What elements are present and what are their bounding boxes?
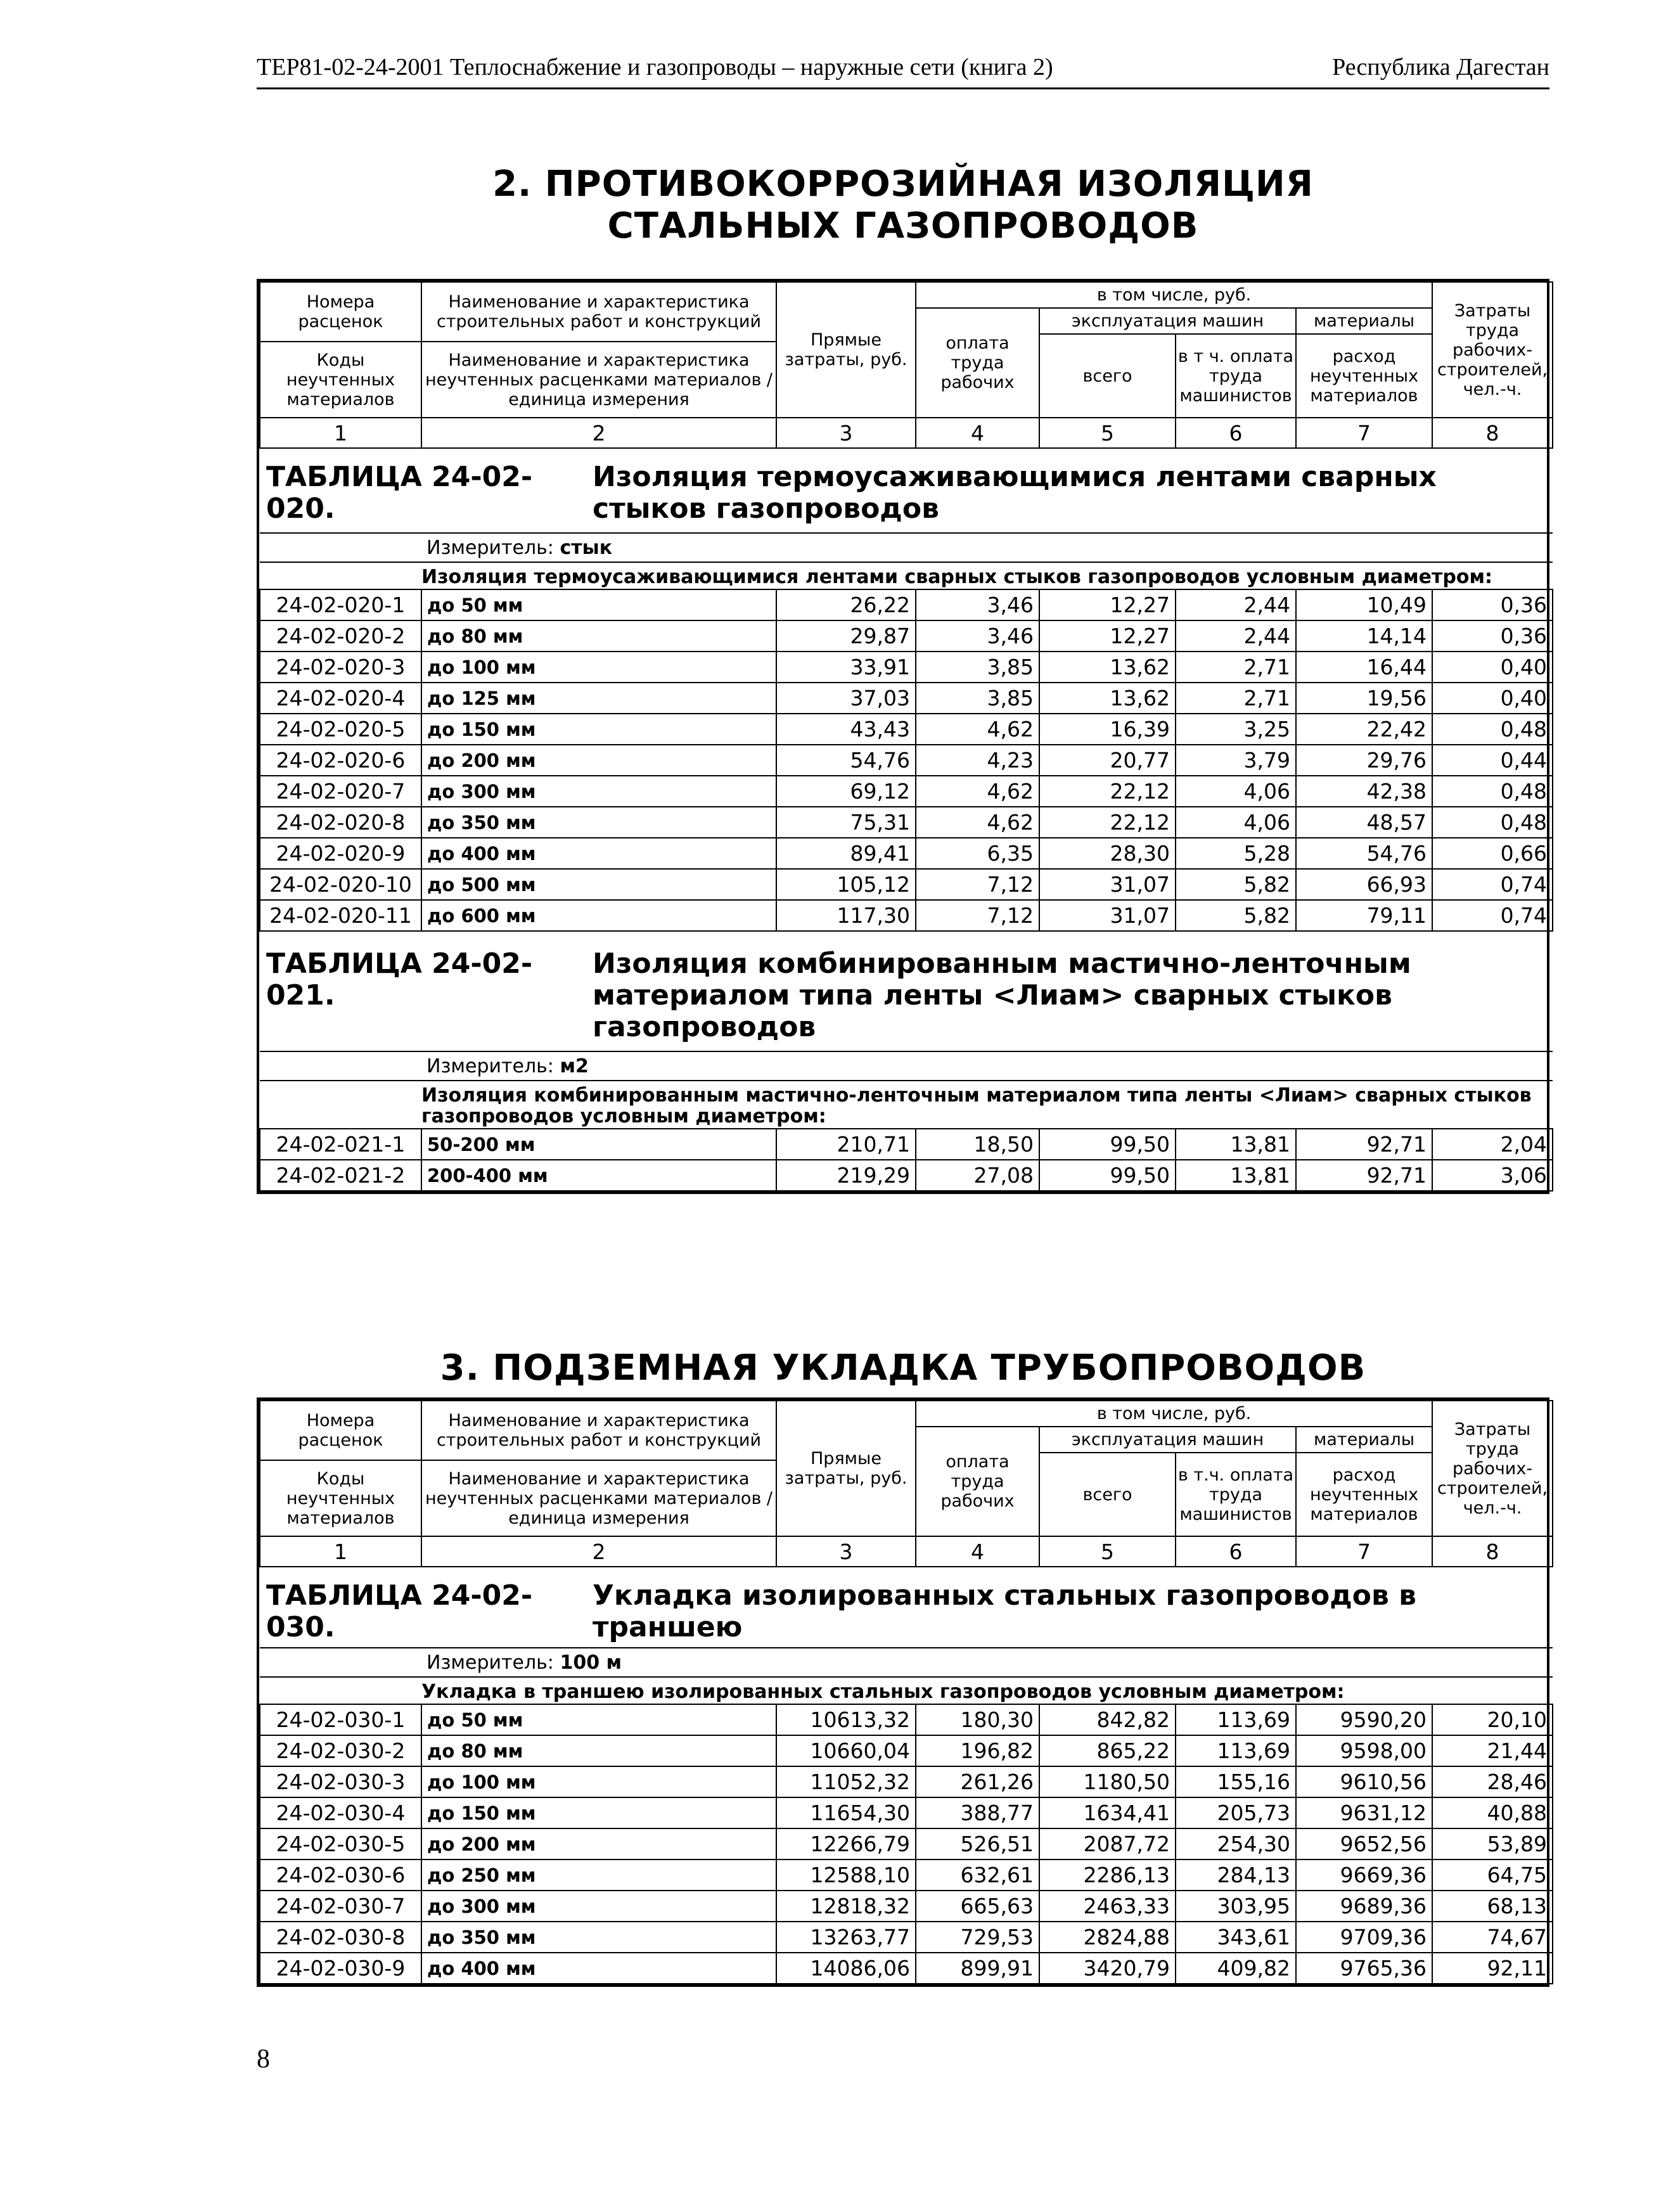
table-row (260, 838, 1553, 869)
machinists-pay: 13,81 (1176, 1129, 1296, 1160)
page-number: 8 (257, 2045, 270, 2074)
rate-code: 24-02-020-1 (260, 589, 421, 620)
machinists-pay: 254,30 (1176, 1828, 1296, 1859)
table-021-measure (260, 1051, 1553, 1081)
labor-pay: 27,08 (916, 1160, 1039, 1191)
work-description: до 50 мм (421, 1704, 776, 1735)
machines-total: 16,39 (1039, 714, 1176, 745)
direct-cost: 12818,32 (776, 1891, 916, 1922)
labor-hours: 92,11 (1432, 1953, 1553, 1984)
machines-total: 2824,88 (1039, 1922, 1176, 1953)
table-section2 (257, 279, 1549, 1194)
direct-cost: 13263,77 (776, 1922, 916, 1953)
head-c6: в т.ч. оплата труда машинистов (1176, 1453, 1296, 1536)
head-incl: в том числе, руб. (916, 1401, 1432, 1427)
direct-cost: 210,71 (776, 1129, 916, 1160)
labor-hours: 21,44 (1432, 1735, 1553, 1766)
rate-code: 24-02-020-8 (260, 807, 421, 838)
materials-cost: 22,42 (1296, 714, 1432, 745)
colnum: 4 (916, 418, 1039, 448)
table-row (260, 683, 1553, 714)
table-030-code: ТАБЛИЦА 24-02-030. (266, 1579, 533, 1643)
section2-title-line1: 2. ПРОТИВОКОРРОЗИЙНАЯ ИЗОЛЯЦИЯ (492, 164, 1314, 205)
materials-cost: 9652,56 (1296, 1828, 1432, 1859)
machinists-pay: 2,44 (1176, 589, 1296, 620)
table-row (260, 776, 1553, 807)
running-header (257, 49, 1549, 89)
work-description: до 150 мм (421, 714, 776, 745)
direct-cost: 33,91 (776, 652, 916, 683)
work-description: до 150 мм (421, 1797, 776, 1828)
head-incl: в том числе, руб. (916, 282, 1432, 308)
labor-hours: 3,06 (1432, 1160, 1553, 1191)
materials-cost: 48,57 (1296, 807, 1432, 838)
direct-cost: 75,31 (776, 807, 916, 838)
rate-code: 24-02-030-9 (260, 1953, 421, 1984)
materials-cost: 14,14 (1296, 620, 1432, 652)
labor-hours: 28,46 (1432, 1766, 1553, 1797)
machinists-pay: 409,82 (1176, 1953, 1296, 1984)
materials-cost: 9590,20 (1296, 1704, 1432, 1735)
machinists-pay: 3,25 (1176, 714, 1296, 745)
table-row (260, 745, 1553, 776)
machinists-pay: 4,06 (1176, 776, 1296, 807)
table-021-code: ТАБЛИЦА 24-02-021. (266, 947, 533, 1012)
colnum: 8 (1432, 1536, 1553, 1567)
table-row (260, 1766, 1553, 1797)
table-030-title (260, 1567, 1553, 1648)
machinists-pay: 113,69 (1176, 1735, 1296, 1766)
labor-pay: 18,50 (916, 1129, 1039, 1160)
head-c3: Прямые затраты, руб. (776, 1401, 916, 1536)
rate-code: 24-02-020-10 (260, 869, 421, 900)
labor-pay: 632,61 (916, 1859, 1039, 1891)
rate-code: 24-02-030-6 (260, 1859, 421, 1891)
labor-hours: 0,48 (1432, 714, 1553, 745)
labor-hours: 0,66 (1432, 838, 1553, 869)
labor-pay: 4,62 (916, 714, 1039, 745)
colnum: 1 (260, 1536, 421, 1567)
labor-pay: 4,23 (916, 745, 1039, 776)
rate-code: 24-02-030-5 (260, 1828, 421, 1859)
machines-total: 12,27 (1039, 589, 1176, 620)
head-c5: всего (1039, 334, 1176, 418)
table-030-measure (260, 1648, 1553, 1677)
labor-hours: 0,40 (1432, 652, 1553, 683)
section2-title (257, 164, 1549, 247)
head-mach: эксплуатация машин (1039, 308, 1296, 334)
rate-code: 24-02-030-3 (260, 1766, 421, 1797)
head-c1b: Коды неучтенных материалов (260, 1460, 421, 1536)
rate-code: 24-02-030-8 (260, 1922, 421, 1953)
materials-cost: 19,56 (1296, 683, 1432, 714)
machines-total: 865,22 (1039, 1735, 1176, 1766)
rate-code: 24-02-020-3 (260, 652, 421, 683)
head-c4: оплата труда рабочих (916, 1427, 1039, 1536)
machines-total: 3420,79 (1039, 1953, 1176, 1984)
rate-code: 24-02-020-2 (260, 620, 421, 652)
table-row (260, 1160, 1553, 1191)
colnum: 3 (776, 418, 916, 448)
materials-cost: 66,93 (1296, 869, 1432, 900)
table-030-name: Укладка изолированных стальных газопроводов в траншею (593, 1579, 1416, 1643)
table-section3 (257, 1397, 1549, 1987)
work-description: до 200 мм (421, 745, 776, 776)
labor-hours: 40,88 (1432, 1797, 1553, 1828)
table-021-group: Изоляция комбинированным мастично-ленточным материалом типа ленты <Лиам> сварных стыков газопроводов условным диаметром: (260, 1081, 1553, 1129)
machines-total: 31,07 (1039, 869, 1176, 900)
labor-hours: 0,36 (1432, 589, 1553, 620)
head-c8: Затраты труда рабочих-строителей, чел.-ч. (1432, 282, 1553, 418)
head-mach: эксплуатация машин (1039, 1427, 1296, 1453)
section2-title-line2: СТАЛЬНЫХ ГАЗОПРОВОДОВ (607, 205, 1199, 247)
labor-hours: 0,74 (1432, 869, 1553, 900)
materials-cost: 16,44 (1296, 652, 1432, 683)
labor-hours: 64,75 (1432, 1859, 1553, 1891)
materials-cost: 9631,12 (1296, 1797, 1432, 1828)
work-description: до 80 мм (421, 1735, 776, 1766)
direct-cost: 37,03 (776, 683, 916, 714)
materials-cost: 9689,36 (1296, 1891, 1432, 1922)
direct-cost: 12266,79 (776, 1828, 916, 1859)
labor-hours: 74,67 (1432, 1922, 1553, 1953)
labor-pay: 261,26 (916, 1766, 1039, 1797)
colnum: 2 (421, 418, 776, 448)
head-c1a: Номера расценок (260, 282, 421, 342)
work-description: до 100 мм (421, 652, 776, 683)
table-row (260, 1953, 1553, 1984)
machinists-pay: 3,79 (1176, 745, 1296, 776)
materials-cost: 79,11 (1296, 900, 1432, 931)
labor-pay: 3,46 (916, 620, 1039, 652)
work-description: до 300 мм (421, 776, 776, 807)
direct-cost: 11052,32 (776, 1766, 916, 1797)
work-description: до 500 мм (421, 869, 776, 900)
machines-total: 1634,41 (1039, 1797, 1176, 1828)
work-description: 200-400 мм (421, 1160, 776, 1191)
table-020-name: Изоляция термоусаживающимися лентами сварных стыков газопроводов (593, 461, 1437, 525)
labor-pay: 7,12 (916, 869, 1039, 900)
materials-cost: 92,71 (1296, 1129, 1432, 1160)
head-c3: Прямые затраты, руб. (776, 282, 916, 418)
rate-code: 24-02-021-1 (260, 1129, 421, 1160)
materials-cost: 9709,36 (1296, 1922, 1432, 1953)
colnum: 7 (1296, 418, 1432, 448)
table-021-body (260, 1129, 1553, 1191)
labor-hours: 0,44 (1432, 745, 1553, 776)
direct-cost: 43,43 (776, 714, 916, 745)
direct-cost: 14086,06 (776, 1953, 916, 1984)
table-030-body (260, 1704, 1553, 1984)
materials-cost: 42,38 (1296, 776, 1432, 807)
colnum: 5 (1039, 418, 1176, 448)
work-description: до 200 мм (421, 1828, 776, 1859)
labor-pay: 526,51 (916, 1828, 1039, 1859)
work-description: до 400 мм (421, 838, 776, 869)
head-c2a: Наименование и характеристика строительных работ и конструкций (421, 282, 776, 342)
colnum: 5 (1039, 1536, 1176, 1567)
colnum: 6 (1176, 1536, 1296, 1567)
labor-pay: 899,91 (916, 1953, 1039, 1984)
labor-pay: 7,12 (916, 900, 1039, 931)
head-c1b: Коды неучтенных материалов (260, 342, 421, 418)
direct-cost: 219,29 (776, 1160, 916, 1191)
materials-cost: 9669,36 (1296, 1859, 1432, 1891)
work-description: до 50 мм (421, 589, 776, 620)
labor-hours: 0,40 (1432, 683, 1553, 714)
labor-hours: 68,13 (1432, 1891, 1553, 1922)
labor-hours: 0,48 (1432, 776, 1553, 807)
machinists-pay: 2,71 (1176, 652, 1296, 683)
table-row (260, 714, 1553, 745)
colnum: 8 (1432, 418, 1553, 448)
machinists-pay: 343,61 (1176, 1922, 1296, 1953)
materials-cost: 10,49 (1296, 589, 1432, 620)
table-row (260, 1828, 1553, 1859)
machinists-pay: 2,44 (1176, 620, 1296, 652)
table-row (260, 900, 1553, 931)
table-row (260, 1704, 1553, 1735)
table-030-group: Укладка в траншею изолированных стальных газопроводов условным диаметром: (260, 1677, 1553, 1704)
labor-hours: 2,04 (1432, 1129, 1553, 1160)
materials-cost: 9765,36 (1296, 1953, 1432, 1984)
labor-pay: 665,63 (916, 1891, 1039, 1922)
machinists-pay: 284,13 (1176, 1859, 1296, 1891)
table-row (260, 620, 1553, 652)
colnum: 2 (421, 1536, 776, 1567)
work-description: до 350 мм (421, 807, 776, 838)
materials-cost: 54,76 (1296, 838, 1432, 869)
labor-pay: 196,82 (916, 1735, 1039, 1766)
labor-pay: 3,85 (916, 683, 1039, 714)
machinists-pay: 303,95 (1176, 1891, 1296, 1922)
machines-total: 31,07 (1039, 900, 1176, 931)
machines-total: 13,62 (1039, 683, 1176, 714)
labor-hours: 0,74 (1432, 900, 1553, 931)
table-020-title (260, 448, 1553, 533)
head-c6: в т ч. оплата труда машинистов (1176, 334, 1296, 418)
table-row (260, 1891, 1553, 1922)
head-c8: Затраты труда рабочих-строителей, чел.-ч. (1432, 1401, 1553, 1536)
work-description: до 250 мм (421, 1859, 776, 1891)
head-c7: расход неучтенных материалов (1296, 334, 1432, 418)
labor-pay: 3,85 (916, 652, 1039, 683)
machines-total: 22,12 (1039, 776, 1176, 807)
machines-total: 2286,13 (1039, 1859, 1176, 1891)
machines-total: 99,50 (1039, 1160, 1176, 1191)
direct-cost: 54,76 (776, 745, 916, 776)
head-mat: материалы (1296, 1427, 1432, 1453)
work-description: до 100 мм (421, 1766, 776, 1797)
work-description: до 300 мм (421, 1891, 776, 1922)
materials-cost: 9610,56 (1296, 1766, 1432, 1797)
labor-pay: 3,46 (916, 589, 1039, 620)
measure-unit: 100 м (560, 1651, 622, 1674)
colnum: 1 (260, 418, 421, 448)
machinists-pay: 205,73 (1176, 1797, 1296, 1828)
labor-pay: 4,62 (916, 807, 1039, 838)
rate-code: 24-02-020-9 (260, 838, 421, 869)
machines-total: 28,30 (1039, 838, 1176, 869)
table-row (260, 1797, 1553, 1828)
machinists-pay: 2,71 (1176, 683, 1296, 714)
head-c2a: Наименование и характеристика строительных работ и конструкций (421, 1401, 776, 1460)
table-row (260, 1859, 1553, 1891)
colnum: 7 (1296, 1536, 1432, 1567)
head-c2b: Наименование и характеристика неучтенных расценками материалов / единица измерения (421, 1460, 776, 1536)
direct-cost: 69,12 (776, 776, 916, 807)
machinists-pay: 5,28 (1176, 838, 1296, 869)
machinists-pay: 4,06 (1176, 807, 1296, 838)
machines-total: 99,50 (1039, 1129, 1176, 1160)
direct-cost: 12588,10 (776, 1859, 916, 1891)
labor-pay: 4,62 (916, 776, 1039, 807)
table-row (260, 1922, 1553, 1953)
machines-total: 2463,33 (1039, 1891, 1176, 1922)
direct-cost: 117,30 (776, 900, 916, 931)
table-row (260, 869, 1553, 900)
head-c2b: Наименование и характеристика неучтенных расценками материалов / единица измерения (421, 342, 776, 418)
direct-cost: 11654,30 (776, 1797, 916, 1828)
head-c7: расход неучтенных материалов (1296, 1453, 1432, 1536)
measure-unit: м2 (560, 1055, 589, 1077)
machines-total: 1180,50 (1039, 1766, 1176, 1797)
work-description: до 600 мм (421, 900, 776, 931)
machinists-pay: 5,82 (1176, 900, 1296, 931)
measure-label: Измеритель: (426, 536, 554, 559)
head-mat: материалы (1296, 308, 1432, 334)
machinists-pay: 5,82 (1176, 869, 1296, 900)
table-021-name: Изоляция комбинированным мастично-ленточным материалом типа ленты <Лиам> сварных стыков газопроводов (593, 947, 1411, 1043)
work-description: до 350 мм (421, 1922, 776, 1953)
table-row (260, 1735, 1553, 1766)
table-020-code: ТАБЛИЦА 24-02-020. (266, 461, 533, 525)
rate-code: 24-02-020-11 (260, 900, 421, 931)
table-021-title (260, 931, 1553, 1051)
table-020-measure (260, 533, 1553, 562)
table-row (260, 1129, 1553, 1160)
labor-pay: 180,30 (916, 1704, 1039, 1735)
labor-hours: 53,89 (1432, 1828, 1553, 1859)
head-c5: всего (1039, 1453, 1176, 1536)
work-description: до 80 мм (421, 620, 776, 652)
labor-hours: 0,48 (1432, 807, 1553, 838)
table-020-body (260, 589, 1553, 931)
machinists-pay: 113,69 (1176, 1704, 1296, 1735)
machines-total: 22,12 (1039, 807, 1176, 838)
colnum: 6 (1176, 418, 1296, 448)
head-c1a: Номера расценок (260, 1401, 421, 1460)
colnum: 4 (916, 1536, 1039, 1567)
machinists-pay: 13,81 (1176, 1160, 1296, 1191)
table-row (260, 589, 1553, 620)
rate-code: 24-02-030-4 (260, 1797, 421, 1828)
machines-total: 20,77 (1039, 745, 1176, 776)
direct-cost: 10613,32 (776, 1704, 916, 1735)
table-row (260, 652, 1553, 683)
machines-total: 12,27 (1039, 620, 1176, 652)
head-c4: оплата труда рабочих (916, 308, 1039, 418)
labor-hours: 20,10 (1432, 1704, 1553, 1735)
materials-cost: 9598,00 (1296, 1735, 1432, 1766)
direct-cost: 29,87 (776, 620, 916, 652)
work-description: до 125 мм (421, 683, 776, 714)
materials-cost: 92,71 (1296, 1160, 1432, 1191)
section3-title: 3. ПОДЗЕМНАЯ УКЛАДКА ТРУБОПРОВОДОВ (440, 1347, 1366, 1389)
labor-pay: 388,77 (916, 1797, 1039, 1828)
work-description: 50-200 мм (421, 1129, 776, 1160)
rate-code: 24-02-020-5 (260, 714, 421, 745)
header-right: Республика Дагестан (1332, 54, 1549, 80)
measure-label: Измеритель: (426, 1651, 554, 1674)
materials-cost: 29,76 (1296, 745, 1432, 776)
labor-pay: 729,53 (916, 1922, 1039, 1953)
labor-pay: 6,35 (916, 838, 1039, 869)
direct-cost: 10660,04 (776, 1735, 916, 1766)
measure-label: Измеритель: (426, 1055, 554, 1077)
rate-code: 24-02-020-7 (260, 776, 421, 807)
machines-total: 2087,72 (1039, 1828, 1176, 1859)
work-description: до 400 мм (421, 1953, 776, 1984)
rate-code: 24-02-030-1 (260, 1704, 421, 1735)
machinists-pay: 155,16 (1176, 1766, 1296, 1797)
direct-cost: 26,22 (776, 589, 916, 620)
rate-code: 24-02-030-2 (260, 1735, 421, 1766)
rate-code: 24-02-030-7 (260, 1891, 421, 1922)
rate-code: 24-02-020-4 (260, 683, 421, 714)
direct-cost: 89,41 (776, 838, 916, 869)
table-020-group: Изоляция термоусаживающимися лентами сварных стыков газопроводов условным диаметром: (260, 562, 1553, 589)
table-row (260, 807, 1553, 838)
labor-hours: 0,36 (1432, 620, 1553, 652)
machines-total: 842,82 (1039, 1704, 1176, 1735)
rate-code: 24-02-021-2 (260, 1160, 421, 1191)
header-left: ТЕР81-02-24-2001 Теплоснабжение и газопроводы – наружные сети (книга 2) (257, 54, 1053, 80)
rate-code: 24-02-020-6 (260, 745, 421, 776)
direct-cost: 105,12 (776, 869, 916, 900)
colnum: 3 (776, 1536, 916, 1567)
machines-total: 13,62 (1039, 652, 1176, 683)
measure-unit: стык (560, 536, 613, 559)
